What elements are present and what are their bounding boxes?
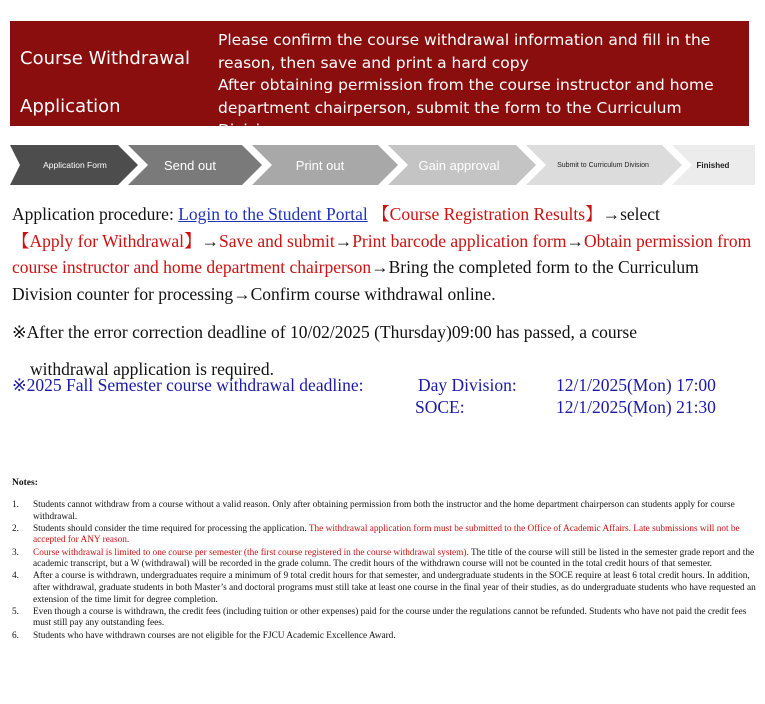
deadline-label: ※2025 Fall Semester course withdrawal deadline: [12, 375, 364, 395]
procedure-arrow: → [201, 230, 219, 251]
procedure-label: Application procedure: [12, 204, 179, 224]
deadline-row [12, 374, 757, 396]
application-procedure [12, 201, 757, 307]
note-item: 5. Even though a course is withdrawn, the credit fees (including tuition or other expenses) paid for the course under the regulations cannot be refunded. Students who have not paid the credit fees must still pay any outstanding fees. [12, 606, 747, 629]
desc-line-1: Please confirm the course withdrawal information and fill in the [218, 31, 711, 49]
title-line-1: Course Withdrawal [20, 48, 191, 69]
step-print-out: Print out [295, 157, 345, 173]
procedure-arrow: → [566, 230, 584, 251]
notes-title: Notes: [12, 478, 38, 488]
desc-line-2: reason, then save and print a hard copy [218, 53, 529, 72]
procedure-step-registration-results: 【Course Registration Results】 [367, 204, 603, 224]
title-line-2: Application [20, 96, 121, 117]
note-item: 3. Course withdrawal is limited to one course per semester (the first course registered in the course withdrawal system). The title of the course will still be listed in the semester grade report and the academic transcript, but a W (withdrawal) will be recorded in the grade column. The credit hours of the withdrawn course will not be counted in the total credit hours of that semester. [12, 547, 755, 570]
procedure-select: →select [602, 204, 660, 224]
progress-steps [10, 145, 755, 185]
deadline-division: Day Division: [418, 375, 517, 395]
deadline-division: SOCE: [415, 397, 465, 417]
withdrawal-deadline [12, 374, 757, 418]
note-item: 1. Students cannot withdraw from a course without a valid reason. Only after obtaining permission from both the instructor and the home department chairperson can students apply for course withdrawal. [12, 500, 735, 522]
note-item: 4. After a course is withdrawn, undergraduates require a minimum of 9 total credit hours for that semester, and undergraduate students in the SOCE require at least 6 total credit hours. In addition, after withdrawal, graduate students in both Master’s and doctoral programs must still take at least one course in the final year of their studies, as do undergraduate students who have requested an extension of the time limit for degree completion. [12, 571, 756, 605]
warning-line-2: withdrawal application is required. [30, 359, 274, 379]
step-application-form: Application Form [43, 160, 107, 170]
banner-description [218, 29, 746, 142]
note-item: 2. Students should consider the time required for processing the application. The withdrawal application form must be submitted to the Office of Academic Affairs. Late submissions will not be accepted for ANY reason. [12, 523, 740, 546]
deadline-row [12, 396, 757, 418]
procedure-step-obtain-permission: Obtain permission from course instructor and home department chairperson [12, 230, 752, 277]
deadline-time: 12/1/2025(Mon) 17:00 [556, 375, 716, 395]
procedure-step-apply-withdrawal: 【Apply for Withdrawal】 [12, 230, 202, 251]
notes-list [12, 500, 757, 643]
step-submit-curriculum: Submit to Curriculum Division [557, 161, 649, 169]
student-portal-link[interactable]: Login to the Student Portal [178, 204, 368, 224]
step-gain-approval: Gain approval [418, 157, 500, 173]
step-send-out: Send out [163, 157, 217, 173]
procedure-step-save-submit: Save and submit [219, 230, 335, 251]
procedure-arrow: → [334, 230, 353, 251]
procedure-step-print-barcode: Print barcode application form [352, 230, 567, 251]
note-item: 6. Students who have withdrawn courses are not eligible for the FJCU Academic Excellence Award. [12, 630, 396, 641]
step-finished: Finished [696, 160, 730, 170]
header-banner [10, 21, 749, 139]
warning-line-1: ※After the error correction deadline of 10/02/2025 (Thursday)09:00 has passed, a course [12, 322, 638, 342]
page-title [20, 35, 205, 131]
desc-line-3: After obtaining permission from the course instructor and home [218, 76, 714, 94]
procedure-step-bring-form: →Bring the completed form to the Curriculum Division counter for processing→Confirm course withdrawal online. [12, 257, 699, 304]
deadline-time: 12/1/2025(Mon) 21:30 [556, 397, 716, 417]
desc-line-4: department chairperson, submit the form to the Curriculum Division [218, 98, 682, 139]
